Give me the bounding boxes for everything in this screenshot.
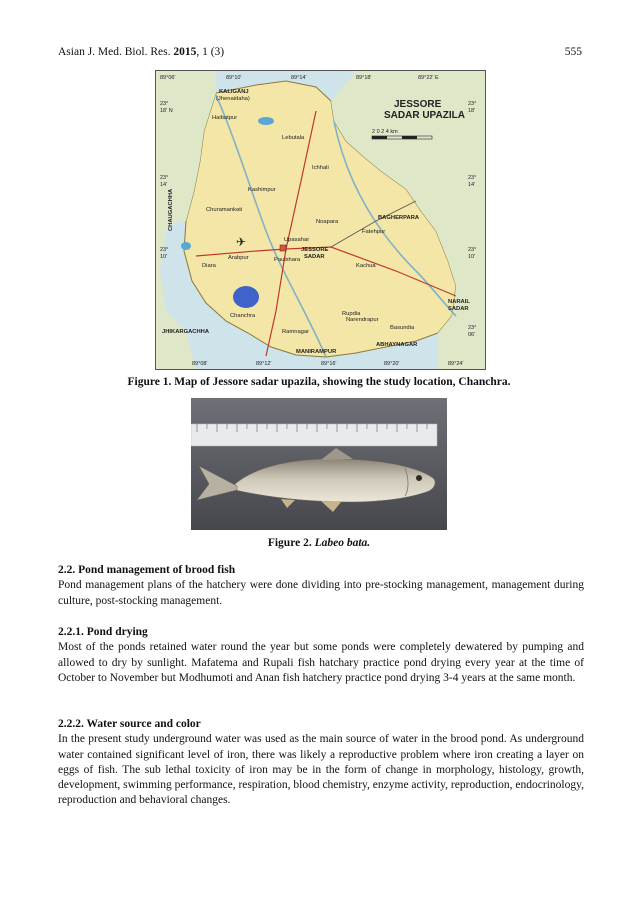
svg-text:18': 18' — [468, 108, 476, 114]
section-heading: 2.2.2. Water source and color — [58, 718, 201, 730]
svg-text:89°18': 89°18' — [356, 75, 372, 81]
svg-text:06': 06' — [468, 332, 476, 338]
svg-text:Churamankati: Churamankati — [206, 207, 243, 213]
svg-text:Chanchra: Chanchra — [230, 313, 256, 319]
svg-text:CHAUGACHHA: CHAUGACHHA — [168, 188, 174, 231]
figure-1-caption: Figure 1. Map of Jessore sadar upazila, showing the study location, Chanchra. — [127, 376, 511, 388]
svg-text:10': 10' — [160, 254, 168, 260]
svg-text:KALIGANJ: KALIGANJ — [219, 89, 249, 95]
airport-icon: ✈ — [236, 235, 247, 249]
svg-text:Kashimpur: Kashimpur — [248, 187, 276, 193]
svg-text:Fatehpur: Fatehpur — [362, 229, 386, 235]
svg-text:Ichhali: Ichhali — [312, 165, 329, 171]
section-2-2-2 — [58, 717, 584, 809]
svg-text:MANIRAMPUR: MANIRAMPUR — [296, 349, 337, 355]
svg-text:23°: 23° — [160, 175, 169, 181]
svg-text:BAGHERPARA: BAGHERPARA — [378, 215, 420, 221]
svg-text:Ramnagar: Ramnagar — [282, 329, 310, 335]
figure-2-fish-photo — [191, 398, 447, 530]
section-2-2 — [58, 563, 584, 609]
svg-text:Noapara: Noapara — [316, 219, 339, 225]
svg-text:ABHAYNAGAR: ABHAYNAGAR — [376, 342, 418, 348]
map-title-line1: JESSORE — [394, 99, 442, 110]
svg-text:89°12': 89°12' — [256, 361, 272, 367]
svg-text:10': 10' — [468, 254, 476, 260]
svg-text:89°20': 89°20' — [384, 361, 400, 367]
map-title-line2: SADAR UPAZILA — [384, 110, 465, 121]
page-number: 555 — [564, 46, 582, 58]
svg-text:23°: 23° — [160, 101, 169, 107]
lake — [181, 242, 191, 250]
svg-text:89°06': 89°06' — [160, 75, 176, 81]
svg-text:23°: 23° — [160, 247, 169, 253]
svg-text:14': 14' — [160, 182, 168, 188]
fish-photo-svg — [191, 398, 447, 530]
svg-text:JESSORE: JESSORE — [301, 247, 329, 253]
svg-text:Lebutala: Lebutala — [282, 135, 305, 141]
svg-text:23°: 23° — [468, 325, 477, 331]
species-name: Labeo bata. — [314, 537, 371, 549]
svg-text:Narendrapur: Narendrapur — [346, 317, 379, 323]
svg-text:Diara: Diara — [202, 263, 216, 269]
svg-text:89°22' E: 89°22' E — [418, 75, 439, 81]
svg-text:89°08': 89°08' — [192, 361, 208, 367]
map-svg — [156, 71, 485, 369]
study-location-marker — [233, 286, 259, 308]
svg-text:23°: 23° — [468, 175, 477, 181]
svg-text:18' N: 18' N — [160, 108, 173, 114]
svg-text:89°14': 89°14' — [291, 75, 307, 81]
svg-text:Upasahar: Upasahar — [284, 237, 310, 243]
svg-text:Arabpur: Arabpur — [228, 255, 249, 261]
svg-text:23°: 23° — [468, 247, 477, 253]
svg-text:14': 14' — [468, 182, 476, 188]
svg-text:SADAR: SADAR — [304, 254, 325, 260]
svg-text:23°: 23° — [468, 101, 477, 107]
svg-text:(Jhenaidaha): (Jhenaidaha) — [216, 96, 250, 102]
figure-1-map — [155, 70, 486, 370]
section-body: Most of the ponds retained water round the year but some ponds were completely dewatered by pumping and allowed to dry by sunlight. Mafatema and Rupali fish hatchary practice pond drying every year at the time of October to November but Modhumoti and Anan fish hatchery practice pond drying 3-4 years at the same month. — [58, 641, 584, 684]
section-heading: 2.2.1. Pond drying — [58, 626, 148, 638]
figure-2-caption: Figure 2. Labeo bata. — [267, 537, 371, 549]
section-heading: 2.2. Pond management of brood fish — [58, 564, 236, 576]
svg-text:Paulshara: Paulshara — [274, 257, 301, 263]
lake — [258, 117, 274, 125]
town-marker — [280, 245, 286, 251]
section-body: In the present study underground water was used as the main source of water in the brood pond. As underground water contained significant level of iron, there was likely a reproductive problem where iron creating a layer on eggs of fish. The sub lethal toxicity of iron may be in the form of change in morphology, histology, growth, development, swimming performance, respiration, blood chemistry, enzyme activity, reproduction, endocrinology, reproduction and behavioral changes. — [58, 733, 584, 807]
svg-text:SADAR: SADAR — [448, 306, 469, 312]
svg-text:JHIKARGACHHA: JHIKARGACHHA — [162, 329, 210, 335]
svg-text:89°16': 89°16' — [321, 361, 337, 367]
journal-year: 2015 — [173, 46, 197, 58]
section-2-2-1 — [58, 625, 584, 686]
svg-text:Haibatpur: Haibatpur — [212, 115, 238, 121]
svg-text:Basundia: Basundia — [390, 325, 415, 331]
svg-text:Kachua: Kachua — [356, 263, 376, 269]
ruler — [191, 424, 437, 446]
svg-text:89°24': 89°24' — [448, 361, 464, 367]
section-body: Pond management plans of the hatchery were done dividing into pre-stocking management, management during culture, post-stocking management. — [58, 579, 584, 607]
svg-text:89°10': 89°10' — [226, 75, 242, 81]
svg-text:Rupdia: Rupdia — [342, 311, 361, 317]
svg-text:NARAIL: NARAIL — [448, 299, 470, 305]
scale-label: 2 0 2 4 km — [372, 129, 398, 135]
journal-citation: Asian J. Med. Biol. Res. 2015, 1 (3) — [58, 46, 225, 58]
fish-eye — [416, 475, 422, 481]
